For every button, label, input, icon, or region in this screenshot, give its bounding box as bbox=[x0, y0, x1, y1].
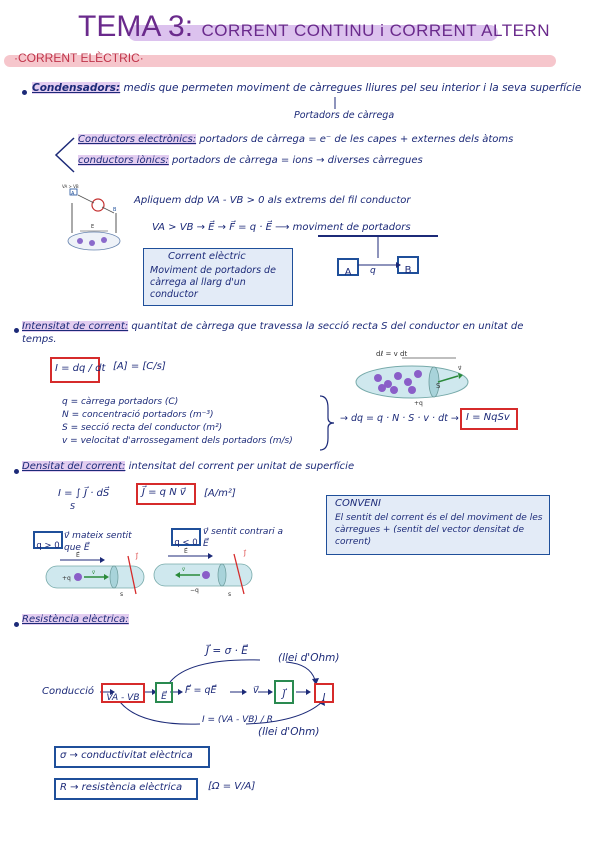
bullet bbox=[14, 328, 19, 333]
chain-va-vb bbox=[101, 683, 145, 703]
conductors-electronics-text: portadors de càrrega = e⁻ de les capes + externes dels àtoms bbox=[199, 134, 514, 145]
fig-s-label: s bbox=[120, 591, 124, 598]
densitat-units: [A/m²] bbox=[204, 488, 236, 499]
fig-e-label: E⃗ bbox=[184, 548, 188, 555]
fig-s-label: S bbox=[436, 382, 441, 390]
def-n: N = concentració portadors (m⁻³) bbox=[62, 410, 214, 420]
densitat-formula-box bbox=[136, 483, 196, 505]
corrent-electric-box bbox=[143, 248, 293, 306]
conductors-ionics-text: portadors de càrrega = ions → diverses càrregues bbox=[171, 155, 423, 166]
node-connector bbox=[330, 234, 430, 284]
ddp-line1: Apliquem ddp VA - VB > 0 als extrems del fil conductor bbox=[134, 195, 411, 206]
bullet bbox=[22, 90, 27, 95]
fig-pq-label: +q bbox=[62, 575, 71, 582]
def-q: q = càrrega portadors (C) bbox=[62, 397, 179, 407]
densitat-line bbox=[22, 461, 354, 472]
conveni-text: El sentit del corrent és el del moviment de les càrregues + (sentit del vector densitat de corrent) bbox=[335, 513, 543, 547]
fig-q-label: +q bbox=[414, 400, 423, 407]
conduccio-label: Conducció bbox=[42, 686, 95, 697]
conveni-title: CONVENI bbox=[335, 498, 381, 509]
densitat-formula-sub: S bbox=[70, 502, 76, 511]
conductor-tube-figure bbox=[352, 348, 474, 408]
page-title bbox=[78, 10, 550, 44]
ohm-top-note: (llei d'Ohm) bbox=[278, 652, 340, 664]
fig-label-b: B bbox=[113, 207, 117, 213]
chain-j bbox=[274, 680, 294, 704]
node-a-label: A bbox=[344, 267, 352, 278]
conductors-electronics-line bbox=[78, 134, 513, 145]
sigma-def-box bbox=[54, 746, 210, 768]
ohm-bottom-formula: I = (VA - VB) / R bbox=[202, 715, 273, 725]
result-chain: → dq = q · N · S · v · dt → bbox=[340, 413, 459, 424]
chain-e-label: E⃗ bbox=[161, 692, 167, 702]
condensadors-label: Condensadors: bbox=[32, 82, 121, 94]
r-def-box bbox=[54, 778, 198, 800]
condensadors-text: medis que permeten moviment de càrregues lliures pel seu interior i la seva superfície bbox=[123, 82, 582, 94]
title-rest: CORRENT CONTINU i CORRENT ALTERN bbox=[201, 21, 550, 40]
def-v: v = velocitat d'arrossegament dels portadors (m/s) bbox=[62, 436, 293, 446]
densitat-formula-left: I = ∫ J⃗ · dS⃗ bbox=[58, 488, 110, 499]
fig-nq-label: −q bbox=[190, 587, 199, 594]
conductors-ionics-label: conductors iònics: bbox=[78, 155, 169, 166]
chain-i-label: I bbox=[322, 692, 326, 703]
fig-v-label: v⃗ bbox=[92, 570, 95, 576]
fig-e-label: E⃗ bbox=[76, 552, 80, 559]
resistencia-label: Resistència elèctrica: bbox=[22, 614, 129, 625]
result-box bbox=[460, 408, 518, 430]
chain-v: v⃗ bbox=[253, 685, 259, 696]
intensitat-formula-box bbox=[50, 357, 106, 383]
tube-negative-figure bbox=[148, 546, 258, 598]
intensitat-formula: I = dq / dt bbox=[55, 363, 106, 374]
bullet bbox=[14, 469, 19, 474]
chain-e bbox=[155, 682, 173, 703]
r-units: [Ω = V/A] bbox=[208, 781, 256, 792]
ohm-bottom-note: (llei d'Ohm) bbox=[258, 726, 320, 738]
section-title: ·CORRENT ELÈCTRIC· bbox=[14, 51, 144, 65]
case-neg-text: v⃗ sentit contrari a E⃗ bbox=[203, 527, 284, 549]
fig-v-label: v⃗ bbox=[458, 365, 462, 372]
densitat-text: intensitat del corrent per unitat de superfície bbox=[128, 461, 355, 472]
intensitat-line bbox=[22, 320, 552, 346]
conveni-box bbox=[326, 495, 550, 555]
ddp-line2: VA > VB → E⃗ → F⃗ = q · E⃗ ⟶ moviment de portadors bbox=[152, 222, 411, 233]
intensitat-text: quantitat de càrrega que travessa la secció recta S del conductor en unitat de temps. bbox=[22, 321, 524, 345]
fig-j-label: J⃗ bbox=[244, 550, 246, 557]
fig-v-label: v⃗ bbox=[182, 567, 185, 573]
arrow-to-note bbox=[300, 95, 340, 111]
sigma-def: σ → conductivitat elèctrica bbox=[60, 750, 193, 761]
corrent-electric-title: Corrent elèctric bbox=[168, 251, 246, 262]
brace-bracket bbox=[52, 136, 78, 174]
densitat-formula: J⃗ = q N v⃗ bbox=[142, 487, 186, 498]
conductor-figure bbox=[58, 183, 128, 261]
case-neg-box bbox=[171, 528, 201, 546]
q-label: q bbox=[370, 266, 376, 276]
bullet bbox=[14, 622, 19, 627]
fig-label-a: A bbox=[71, 191, 75, 197]
case-pos-label: q > 0 bbox=[36, 541, 60, 551]
condensadors-line bbox=[32, 82, 581, 94]
fig-j-label: J⃗ bbox=[136, 553, 138, 560]
chain-i bbox=[314, 683, 334, 703]
fig-label-e: E bbox=[91, 224, 95, 230]
chain-j-label: J⃗ bbox=[282, 689, 286, 700]
corrent-electric-text: Moviment de portadors de càrrega al llarg d'un conductor bbox=[150, 265, 276, 300]
conductors-electronics-label: Conductors electrònics: bbox=[78, 134, 197, 145]
defs-brace bbox=[318, 394, 338, 452]
ohm-top-formula: J⃗ = σ · E⃗ bbox=[206, 645, 248, 657]
fig-dl-label: dℓ = v dt bbox=[376, 350, 408, 358]
case-pos-box bbox=[33, 531, 63, 549]
title-prefix: TEMA 3: bbox=[78, 10, 194, 43]
node-b-label: B bbox=[404, 265, 412, 276]
r-def: R → resistència elèctrica bbox=[60, 782, 183, 793]
portadors-note: Portadors de càrrega bbox=[294, 110, 395, 121]
intensitat-units: [A] = [C/s] bbox=[113, 361, 166, 372]
result-formula: I = NqSv bbox=[466, 412, 510, 423]
fig-s-label: s bbox=[228, 591, 232, 598]
def-s: S = secció recta del conductor (m²) bbox=[62, 423, 223, 433]
case-pos-text: v⃗ mateix sentit que E⃗ bbox=[64, 531, 132, 553]
densitat-label: Densitat del corrent: bbox=[22, 461, 126, 472]
chain-va-vb-label: VA - VB bbox=[106, 693, 140, 703]
tube-positive-figure bbox=[40, 550, 150, 598]
case-neg-label: q < 0 bbox=[174, 538, 198, 548]
conductors-ionics-line bbox=[78, 155, 423, 166]
intensitat-label: Intensitat de corrent: bbox=[22, 321, 129, 332]
fig-label-va-vb: VA > VB bbox=[62, 184, 79, 189]
chain-f: F⃗ = qE⃗ bbox=[185, 685, 217, 696]
